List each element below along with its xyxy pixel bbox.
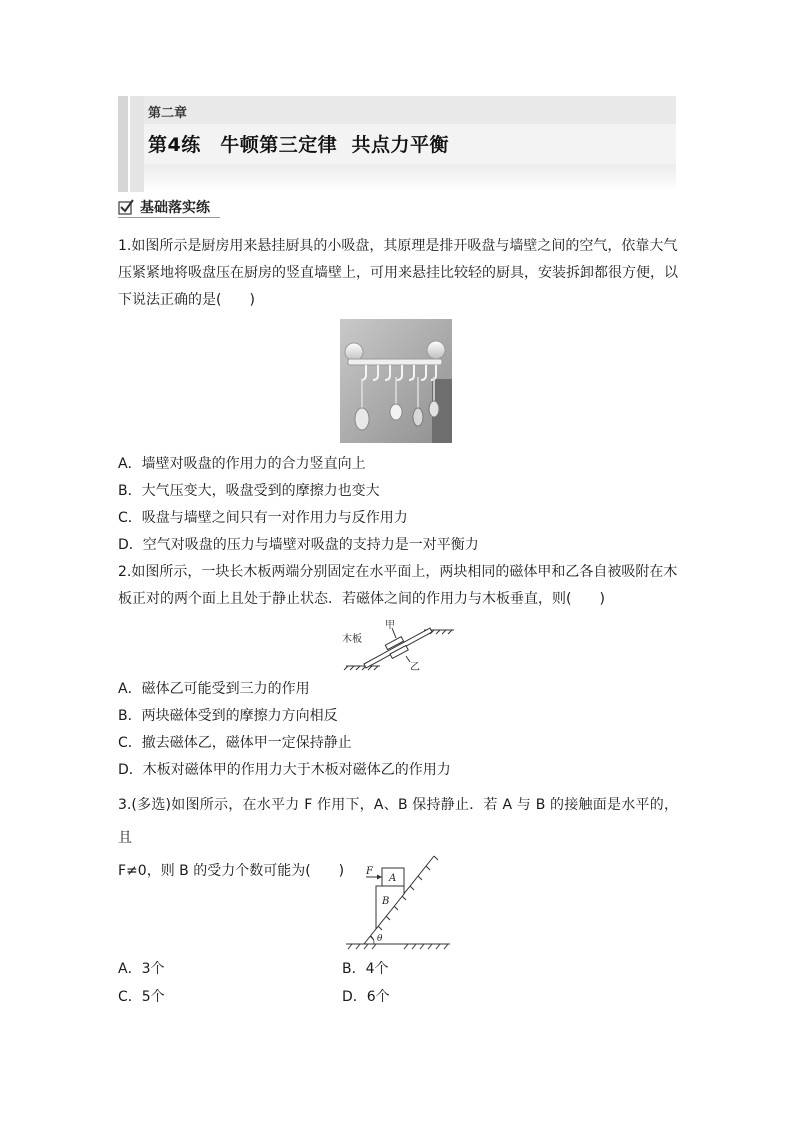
banner-top-band	[144, 96, 676, 124]
option-2d: D．木板对磁体甲的作用力大于木板对磁体乙的作用力	[118, 762, 451, 778]
banner-sidebar	[118, 96, 128, 192]
option-3a: A．3个	[118, 961, 165, 977]
figure-label-bottom: 乙	[410, 662, 420, 673]
question-line: 板正对的两个面上且处于静止状态．若磁体之间的作用力与木板垂直，则( )	[118, 591, 605, 607]
question-line: 3.(多选)如图所示，在水平力 F 作用下，A、B 保持静止．若 A 与 B 的接触面是水平的，且	[118, 797, 678, 846]
chapter-label: 第二章	[148, 106, 188, 121]
option-3d: D．6个	[342, 989, 390, 1005]
figure-label-top: 甲	[385, 620, 395, 631]
question-line: 压紧紧地将吸盘压在厨房的竖直墙壁上，可用来悬挂比较轻的厨具，安装拆卸都很方便，以	[118, 265, 678, 281]
chapter-banner	[118, 96, 676, 192]
figure-label-block-a: A	[389, 873, 397, 884]
option-1a: A．墙壁对吸盘的作用力的合力竖直向上	[118, 456, 366, 472]
question-line: 1.如图所示是厨房用来悬挂厨具的小吸盘，其原理是排开吸盘与墙壁之间的空气，依靠大气	[118, 238, 678, 254]
figure-label-board: 木板	[342, 634, 362, 645]
section-label: 基础落实练	[140, 200, 210, 216]
question-1-text	[118, 233, 678, 314]
checkbox-check-icon	[118, 199, 134, 215]
lesson-title: 第4练 牛顿第三定律 共点力平衡	[148, 134, 449, 156]
figure-label-block-b: B	[382, 896, 390, 907]
option-3c: C．5个	[118, 989, 165, 1005]
section-underline	[118, 217, 220, 218]
question-line: F≠0，则 B 的受力个数可能为( )	[118, 863, 345, 879]
figure-label-angle: θ	[377, 934, 383, 944]
option-1c: C．吸盘与墙壁之间只有一对作用力与反作用力	[118, 510, 408, 526]
banner-stripe	[130, 96, 144, 192]
option-2c: C．撤去磁体乙，磁体甲一定保持静止	[118, 735, 352, 751]
option-1b: B．大气压变大，吸盘受到的摩擦力也变大	[118, 483, 380, 499]
option-3b: B．4个	[342, 961, 389, 977]
question-2-text	[118, 559, 678, 613]
question-line: 下说法正确的是( )	[118, 292, 255, 308]
suction-hook-rack-photo	[340, 319, 452, 443]
incline-blocks-diagram	[342, 852, 454, 952]
option-2a: A．磁体乙可能受到三力的作用	[118, 681, 310, 697]
question-line: 2.如图所示，一块长木板两端分别固定在水平面上，两块相同的磁体甲和乙各自被吸附在木	[118, 564, 678, 580]
option-2b: B．两块磁体受到的摩擦力方向相反	[118, 708, 338, 724]
magnet-board-diagram	[340, 620, 460, 674]
option-1d: D．空气对吸盘的压力与墙壁对吸盘的支持力是一对平衡力	[118, 537, 479, 553]
banner-fade	[144, 164, 676, 192]
figure-label-force: F	[366, 866, 373, 877]
